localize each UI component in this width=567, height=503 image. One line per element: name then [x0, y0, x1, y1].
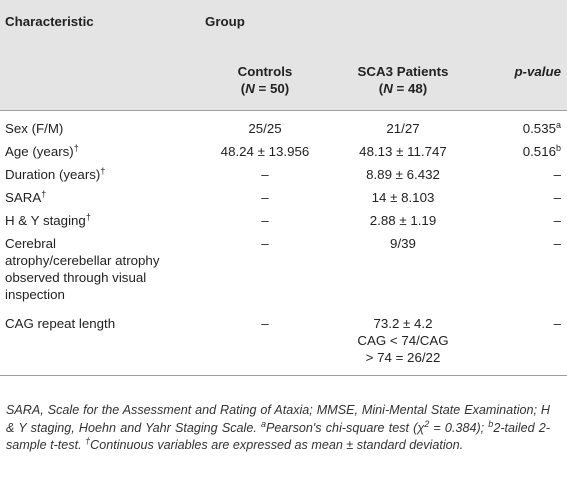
row-patients: 48.13 ± 11.747	[359, 144, 447, 159]
row-pvalue: –	[553, 190, 561, 205]
row-controls: –	[261, 316, 269, 331]
row-patients: 9/39	[390, 236, 416, 251]
table-row	[0, 306, 567, 376]
row-label: Age (years)†	[5, 143, 79, 159]
table-row	[0, 111, 567, 141]
row-pvalue: 0.535$^a$	[522, 120, 561, 136]
patients-label: SCA3 Patients	[357, 64, 449, 79]
table-footnote: SARA, Scale for the Assessment and Rating of Ataxia; MMSE, Mini-Mental State Examination; H & Y staging, Hoehn and Yahr Staging Scale. $^a$Pearson's chi-square test (χ$^2$ = 0.384); $^b$2-tailed 2-sample t-test. †Continuous variables are expressed as mean ± standard deviation.	[6, 403, 550, 452]
patients-n: (N = 48)	[378, 81, 428, 96]
row-patients: 73.2 ± 4.2 CAG < 74/CAG > 74 = 26/22	[357, 316, 449, 365]
row-controls: –	[261, 213, 269, 228]
table-row	[0, 232, 567, 306]
row-patients: 21/27	[386, 121, 420, 136]
row-patients: 2.88 ± 1.19	[369, 213, 437, 228]
row-label: SARA†	[5, 189, 47, 205]
row-pvalue: –	[553, 213, 561, 228]
header-patients	[325, 51, 481, 111]
row-label: Duration (years)†	[5, 166, 106, 182]
row-label: Sex (F/M)	[5, 121, 64, 136]
header-characteristic: Characteristic	[5, 14, 94, 29]
row-label: Cerebral atrophy/cerebellar atrophy observed through visual inspection	[5, 236, 160, 302]
row-patients: 14 ± 8.103	[371, 190, 435, 205]
table-row	[0, 163, 567, 186]
header-group: Group	[205, 14, 245, 29]
row-controls: –	[261, 167, 269, 182]
row-patients: 8.89 ± 6.432	[366, 167, 440, 182]
header-controls	[205, 51, 325, 111]
row-controls: 48.24 ± 13.956	[220, 144, 310, 159]
table-row	[0, 140, 567, 163]
row-controls: –	[261, 236, 269, 251]
row-pvalue: –	[553, 167, 561, 182]
row-pvalue: –	[553, 236, 561, 251]
row-pvalue: 0.516$^b$	[522, 143, 561, 159]
controls-label: Controls	[237, 64, 293, 79]
table-body	[0, 111, 567, 376]
header-row-1	[0, 0, 567, 51]
table-row	[0, 186, 567, 209]
header-pvalue: p-value	[514, 64, 561, 79]
row-label: CAG repeat length	[5, 316, 116, 331]
row-label: H & Y staging†	[5, 212, 91, 228]
header-row-2	[0, 51, 567, 111]
row-controls: 25/25	[248, 121, 282, 136]
table-row	[0, 209, 567, 232]
controls-n: (N = 50)	[240, 81, 290, 96]
row-controls: –	[261, 190, 269, 205]
row-pvalue: –	[553, 316, 561, 331]
